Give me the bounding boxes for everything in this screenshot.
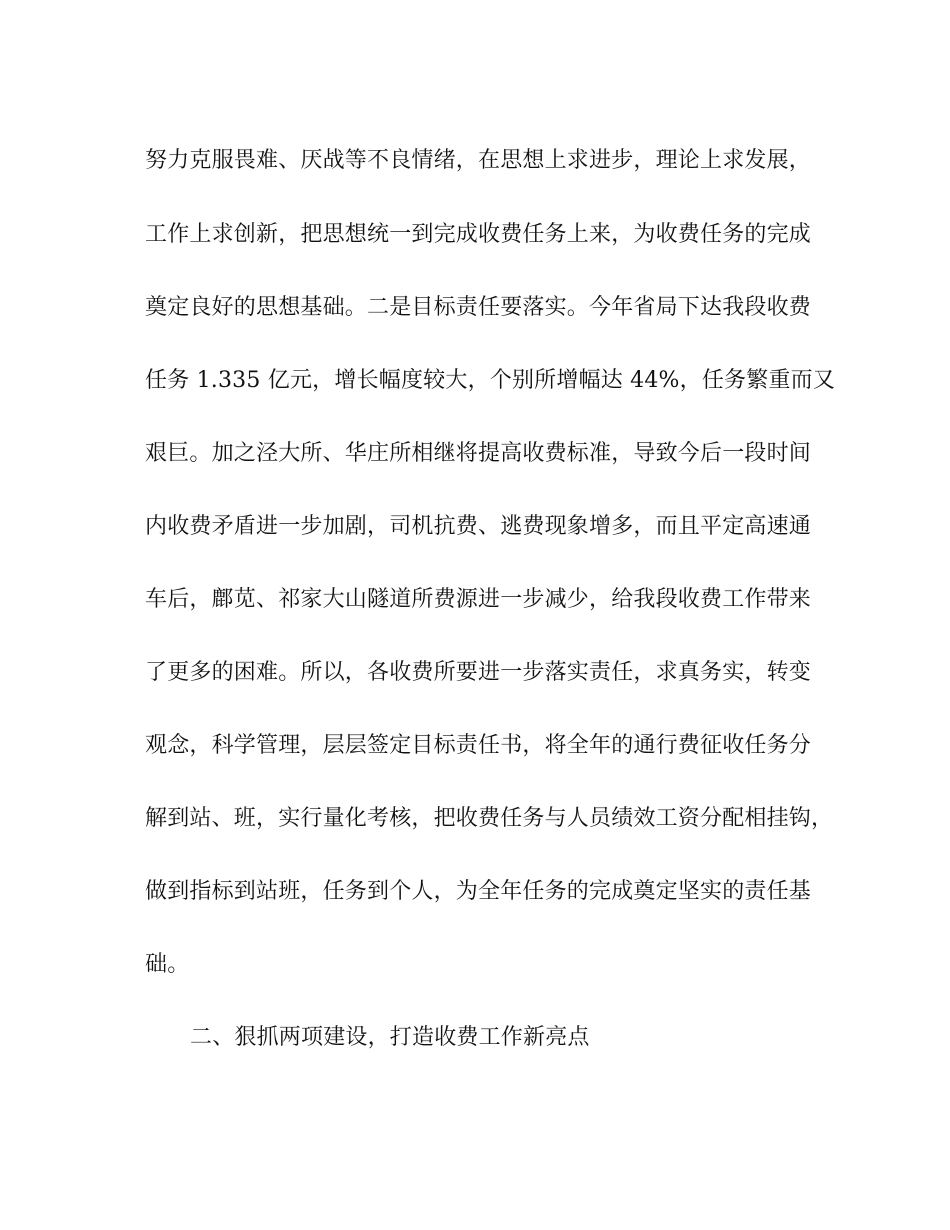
paragraph-line-11: 做到指标到站班，任务到个人，为全年任务的完成奠定坚实的责任基 xyxy=(145,879,812,904)
paragraph-line-7: 车后，鄜苋、祁家大山隧道所费源进一步减少，给我段收费工作带来 xyxy=(145,587,812,612)
section-heading: 二、狠抓两项建设，打造收费工作新亮点 xyxy=(190,1025,590,1050)
paragraph-line-12: 础。 xyxy=(145,952,190,977)
paragraph-line-6: 内收费矛盾进一步加剧，司机抗费、逃费现象增多，而且平定高速通 xyxy=(145,514,812,539)
paragraph-line-10: 解到站、班，实行量化考核，把收费任务与人员绩效工资分配相挂钩， xyxy=(145,806,834,831)
paragraph-line-2: 工作上求创新，把思想统一到完成收费任务上来，为收费任务的完成 xyxy=(145,222,812,247)
paragraph-line-4: 任务 1.335 亿元，增长幅度较大，个别所增幅达 44%，任务繁重而又 xyxy=(145,368,836,393)
paragraph-line-3: 奠定良好的思想基础。二是目标责任要落实。今年省局下达我段收费 xyxy=(145,295,812,320)
paragraph-line-9: 观念，科学管理，层层签定目标责任书，将全年的通行费征收任务分 xyxy=(145,733,812,758)
paragraph-line-8: 了更多的困难。所以，各收费所要进一步落实责任，求真务实，转变 xyxy=(145,660,812,685)
paragraph-line-5: 艰巨。加之泾大所、华庄所相继将提高收费标准，导致今后一段时间 xyxy=(145,441,812,466)
paragraph-line-1: 努力克服畏难、厌战等不良情绪，在思想上求进步，理论上求发展， xyxy=(145,148,812,173)
